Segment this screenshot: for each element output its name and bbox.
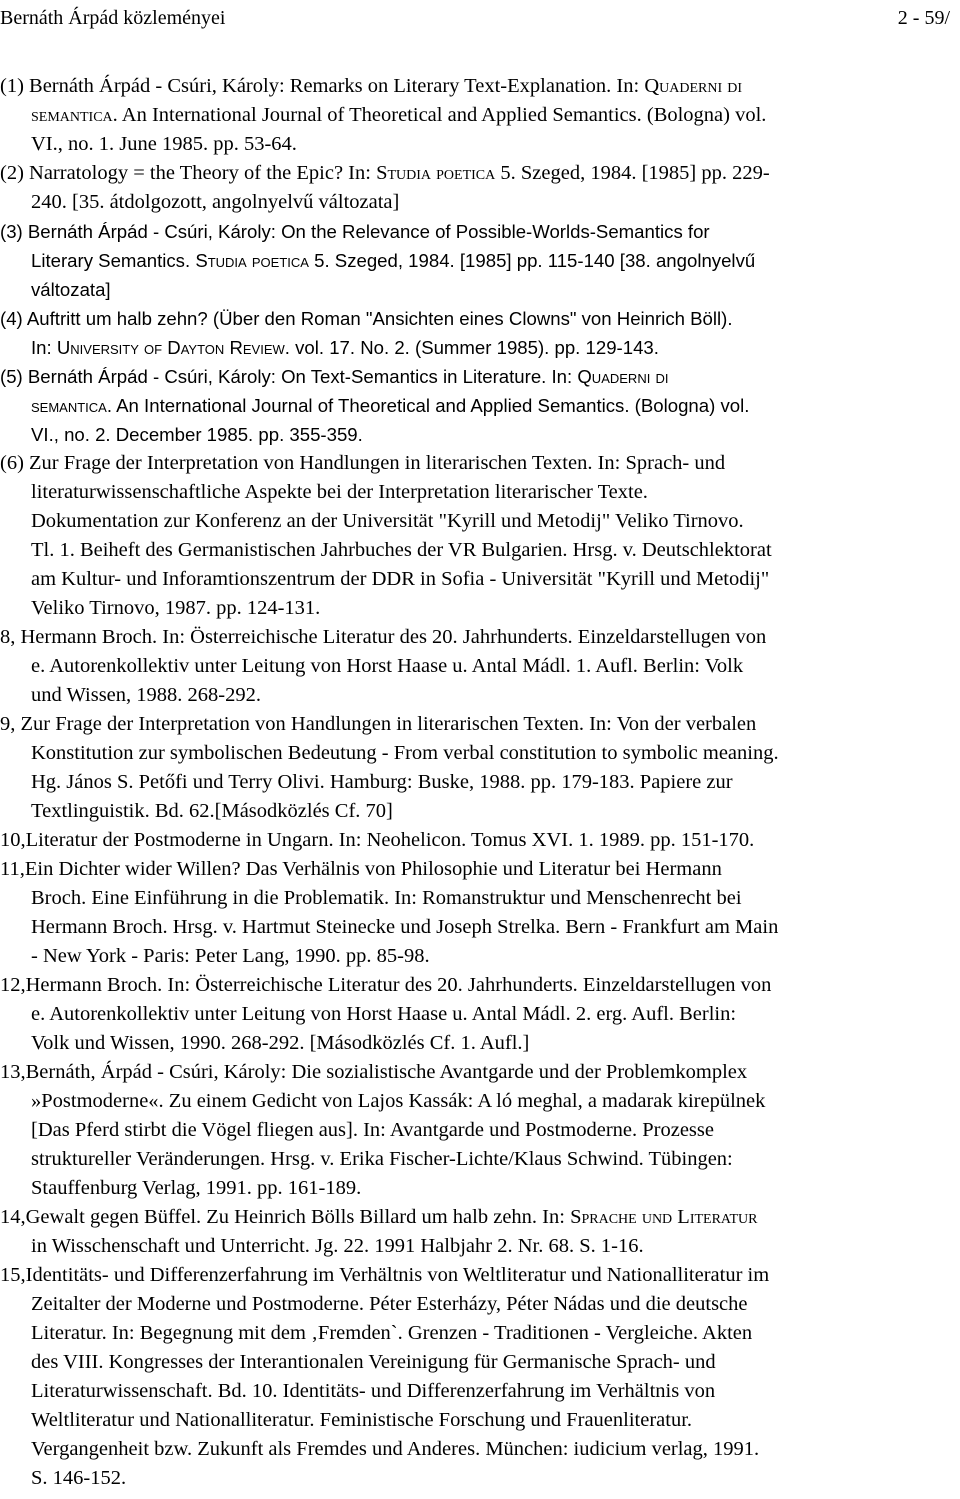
entry-continuation-line — [31, 333, 960, 362]
bibliography-entry — [0, 362, 960, 449]
entry-text: Textlinguistik. Bd. 62.[Másodközlés Cf. 70] — [31, 800, 393, 822]
bibliography-list — [0, 72, 960, 1492]
entry-continuation-line — [31, 478, 960, 507]
entry-first-line — [0, 971, 960, 1000]
entry-text: Zeitalter der Moderne und Postmoderne. Péter Esterházy, Péter Nádas und die deutsche — [31, 1293, 748, 1315]
journal-title: University of Dayton Review — [56, 337, 285, 358]
entry-continuation-line — [31, 1232, 960, 1261]
entry-continuation-line — [31, 1116, 960, 1145]
entry-text: struktureller Veränderungen. Hrsg. v. Erika Fischer-Lichte/Klaus Schwind. Tübingen: — [31, 1148, 733, 1170]
entry-text: 12,Hermann Broch. In: Österreichische Literatur des 20. Jahrhunderts. Einzeldarstellugen von — [0, 974, 772, 996]
entry-text: Stauffenburg Verlag, 1991. pp. 161-189. — [31, 1177, 362, 1199]
entry-continuation-line — [31, 1464, 960, 1493]
entry-first-line — [0, 362, 960, 391]
entry-continuation-line — [31, 1174, 960, 1203]
entry-first-line — [0, 217, 960, 246]
entry-text: Literary Semantics. — [31, 250, 196, 271]
running-title: Bernáth Árpád közleményei — [0, 7, 226, 29]
entry-continuation-line — [31, 594, 960, 623]
entry-continuation-line — [31, 130, 960, 159]
entry-text: Broch. Eine Einführung in die Problematik. In: Romanstruktur und Menschenrecht bei — [31, 887, 742, 909]
journal-title: Quaderni di — [644, 75, 743, 97]
entry-text: Hg. János S. Petőfi und Terry Olivi. Hamburg: Buske, 1988. pp. 179-183. Papiere zur — [31, 771, 733, 793]
bibliography-entry — [0, 971, 960, 1058]
page-number: 2 - 59/ — [897, 7, 950, 29]
bibliography-entry — [0, 1203, 960, 1261]
entry-first-line — [0, 1261, 960, 1290]
entry-text: Volk und Wissen, 1990. 268-292. [Másodközlés Cf. 1. Aufl.] — [31, 1032, 530, 1054]
bibliography-entry — [0, 855, 960, 971]
entry-text: - New York - Paris: Peter Lang, 1990. pp. 85-98. — [31, 945, 430, 967]
entry-continuation-line — [31, 420, 960, 449]
entry-continuation-line — [31, 1290, 960, 1319]
entry-first-line — [0, 1203, 960, 1232]
journal-title: Sprache und Literatur — [570, 1206, 758, 1228]
bibliography-entry — [0, 159, 960, 217]
page-header — [0, 4, 950, 32]
entry-continuation-line — [31, 391, 960, 420]
entry-text: . An International Journal of Theoretical and Applied Semantics. (Bologna) vol. — [106, 395, 750, 416]
entry-text: Vergangenheit bzw. Zukunft als Fremdes und Anderes. München: iudicium verlag, 1991. — [31, 1438, 760, 1460]
entry-text: und Wissen, 1988. 268-292. — [31, 684, 261, 706]
entry-continuation-line — [31, 275, 960, 304]
entry-text: Dokumentation zur Konferenz an der Universität "Kyrill und Metodij" Veliko Tirnovo. — [31, 510, 744, 532]
entry-text: S. 146-152. — [31, 1467, 127, 1489]
entry-continuation-line — [31, 1087, 960, 1116]
entry-text: Veliko Tirnovo, 1987. pp. 124-131. — [31, 597, 321, 619]
entry-first-line — [0, 826, 960, 855]
entry-continuation-line — [31, 913, 960, 942]
entry-continuation-line — [31, 1029, 960, 1058]
entry-continuation-line — [31, 681, 960, 710]
entry-text: am Kultur- und Inforamtionszentrum der DDR in Sofia - Universität "Kyrill und Metodij" — [31, 568, 770, 590]
journal-title: Quaderni di — [577, 366, 669, 387]
entry-continuation-line — [31, 1319, 960, 1348]
entry-text: 10,Literatur der Postmoderne in Ungarn. In: Neohelicon. Tomus XVI. 1. 1989. pp. 151-170. — [0, 829, 755, 851]
entry-text: literaturwissenschaftliche Aspekte bei der Interpretation literarischer Texte. — [31, 481, 648, 503]
entry-first-line — [0, 159, 960, 188]
entry-text: e. Autorenkollektiv unter Leitung von Horst Haase u. Antal Mádl. 1. Aufl. Berlin: Volk — [31, 655, 744, 677]
journal-title: semantica — [31, 395, 107, 416]
entry-text: [Das Pferd stirbt die Vögel fliegen aus]. In: Avantgarde und Postmoderne. Prozesse — [31, 1119, 714, 1141]
entry-text: Hermann Broch. Hrsg. v. Hartmut Steinecke und Joseph Strelka. Bern - Frankfurt am Main — [31, 916, 779, 938]
bibliography-entry — [0, 217, 960, 304]
entry-continuation-line — [31, 652, 960, 681]
entry-first-line — [0, 855, 960, 884]
entry-text: 11,Ein Dichter wider Willen? Das Verhälnis von Philosophie und Literatur bei Hermann — [0, 858, 722, 880]
entry-text: (2) Narratology = the Theory of the Epic? In: — [0, 162, 377, 184]
entry-continuation-line — [31, 1000, 960, 1029]
entry-text: In: — [31, 337, 57, 358]
entry-text: (5) Bernáth Árpád - Csúri, Károly: On Text-Semantics in Literature. In: — [0, 366, 578, 387]
entry-first-line — [0, 623, 960, 652]
bibliography-entry — [0, 449, 960, 623]
entry-text: . An International Journal of Theoretical and Applied Semantics. (Bologna) vol. — [112, 104, 767, 126]
entry-first-line — [0, 710, 960, 739]
entry-text: Weltliteratur und Nationalliteratur. Feministische Forschung und Frauenliteratur. — [31, 1409, 693, 1431]
entry-text: (6) Zur Frage der Interpretation von Handlungen in literarischen Texten. In: Sprach- und — [0, 452, 726, 474]
entry-continuation-line — [31, 1435, 960, 1464]
entry-text: VI., no. 2. December 1985. pp. 355-359. — [31, 424, 363, 445]
entry-text: in Wisschenschaft und Unterricht. Jg. 22. 1991 Halbjahr 2. Nr. 68. S. 1-16. — [31, 1235, 644, 1257]
bibliography-entry — [0, 623, 960, 710]
entry-continuation-line — [31, 1145, 960, 1174]
entry-text: Literatur. In: Begegnung mit dem ‚Fremden`. Grenzen - Traditionen - Vergleiche. Akten — [31, 1322, 753, 1344]
entry-text: Konstitution zur symbolischen Bedeutung - From verbal constitution to symbolic meaning. — [31, 742, 779, 764]
entry-text: 15,Identitäts- und Differenzerfahrung im Verhältnis von Weltliteratur und Nationalliteratur im — [0, 1264, 770, 1286]
entry-first-line — [0, 304, 960, 333]
bibliography-entry — [0, 1058, 960, 1203]
entry-continuation-line — [31, 1377, 960, 1406]
entry-continuation-line — [31, 797, 960, 826]
entry-text: (1) Bernáth Árpád - Csúri, Károly: Remarks on Literary Text-Explanation. In: — [0, 75, 645, 97]
entry-continuation-line — [31, 101, 960, 130]
entry-text: (3) Bernáth Árpád - Csúri, Károly: On the Relevance of Possible-Worlds-Semantics for — [0, 221, 710, 242]
entry-text: des VIII. Kongresses der Interantionalen Vereinigung für Germanische Sprach- und — [31, 1351, 716, 1373]
bibliography-entry — [0, 1261, 960, 1493]
entry-continuation-line — [31, 739, 960, 768]
entry-text: (4) Auftritt um halb zehn? (Über den Roman "Ansichten eines Clowns" von Heinrich Böll). — [0, 308, 733, 329]
entry-continuation-line — [31, 188, 960, 217]
entry-continuation-line — [31, 246, 960, 275]
entry-continuation-line — [31, 768, 960, 797]
entry-first-line — [0, 72, 960, 101]
bibliography-entry — [0, 710, 960, 826]
entry-text: VI., no. 1. June 1985. pp. 53-64. — [31, 133, 297, 155]
entry-continuation-line — [31, 1348, 960, 1377]
entry-first-line — [0, 449, 960, 478]
bibliography-entry — [0, 826, 960, 855]
entry-continuation-line — [31, 1406, 960, 1435]
entry-text: e. Autorenkollektiv unter Leitung von Horst Haase u. Antal Mádl. 2. erg. Aufl. Berlin: — [31, 1003, 737, 1025]
entry-text: 240. [35. átdolgozott, angolnyelvű változata] — [31, 191, 400, 213]
entry-continuation-line — [31, 565, 960, 594]
journal-title: semantica — [31, 104, 113, 126]
bibliography-entry — [0, 304, 960, 362]
entry-text: Tl. 1. Beiheft des Germanistischen Jahrbuches der VR Bulgarien. Hrsg. v. Deutschlektorat — [31, 539, 772, 561]
entry-text: »Postmoderne«. Zu einem Gedicht von Lajos Kassák: A ló meghal, a madarak kirepülnek — [31, 1090, 766, 1112]
entry-continuation-line — [31, 507, 960, 536]
entry-text: . vol. 17. No. 2. (Summer 1985). pp. 129-143. — [284, 337, 659, 358]
entry-first-line — [0, 1058, 960, 1087]
entry-text: 5. Szeged, 1984. [1985] pp. 229- — [495, 162, 770, 184]
entry-continuation-line — [31, 884, 960, 913]
bibliography-entry — [0, 72, 960, 159]
entry-text: 5. Szeged, 1984. [1985] pp. 115-140 [38. angolnyelvű — [308, 250, 756, 271]
entry-text: 8, Hermann Broch. In: Österreichische Literatur des 20. Jahrhunderts. Einzeldarstellugen von — [0, 626, 767, 648]
entry-text: 13,Bernáth, Árpád - Csúri, Károly: Die sozialistische Avantgarde und der Problemkomplex — [0, 1061, 748, 1083]
entry-continuation-line — [31, 536, 960, 565]
journal-title: Studia poetica — [195, 250, 309, 271]
entry-text: 14,Gewalt gegen Büffel. Zu Heinrich Bölls Billard um halb zehn. In: — [0, 1206, 571, 1228]
entry-text: változata] — [31, 279, 111, 300]
journal-title: Studia poetica — [376, 162, 496, 184]
entry-text: Literaturwissenschaft. Bd. 10. Identitäts- und Differenzerfahrung im Verhältnis von — [31, 1380, 716, 1402]
entry-text: 9, Zur Frage der Interpretation von Handlungen in literarischen Texten. In: Von der verbalen — [0, 713, 757, 735]
entry-continuation-line — [31, 942, 960, 971]
